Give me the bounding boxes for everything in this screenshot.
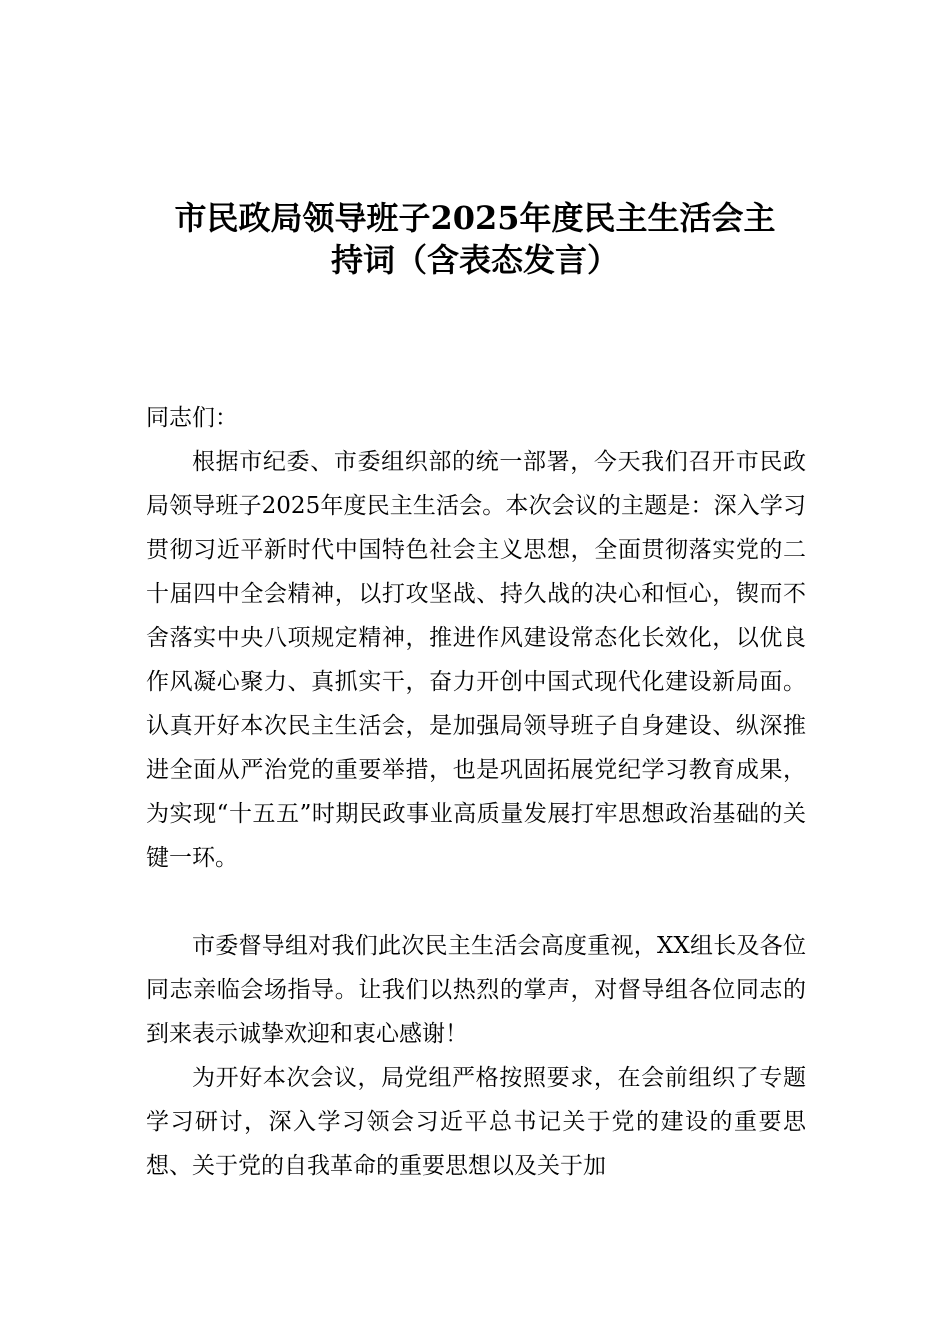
paragraph-opening: 根据市纪委、市委组织部的统一部署，今天我们召开市民政局领导班子2025年度民主生活会。本次会议的主题是：深入学习贯彻习近平新时代中国特色社会主义思想，全面贯彻落实党的二十届四中全会精神，以打攻坚战、持久战的决心和恒心，锲而不舍落实中央八项规定精神，推进作风建设常态化长效化，以优良作风凝心聚力、真抓实干，奋力开创中国式现代化建设新局面。认真开好本次民主生活会，是加强局领导班子自身建设、纵深推进全面从严治党的重要举措，也是巩固拓展党纪学习教育成果，为实现“十五五”时期民政事业高质量发展打牢思想政治基础的关键一环。 — [146, 449, 806, 871]
document-title-line-2: 持词（含表态发言） — [330, 241, 619, 279]
salutation: 同志们： — [146, 405, 238, 431]
document-title-line-1: 市民政局领导班子2025年度民主生活会主 — [174, 199, 776, 237]
paragraph-welcome: 市委督导组对我们此次民主生活会高度重视，XX组长及各位同志亲临会场指导。让我们以热烈的掌声，对督导组各位同志的到来表示诚挚欢迎和衷心感谢！ — [146, 933, 806, 1047]
paragraph-preparation: 为开好本次会议，局党组严格按照要求，在会前组织了专题学习研讨，深入学习领会习近平总书记关于党的建设的重要思想、关于党的自我革命的重要思想以及关于加 — [146, 1065, 806, 1179]
